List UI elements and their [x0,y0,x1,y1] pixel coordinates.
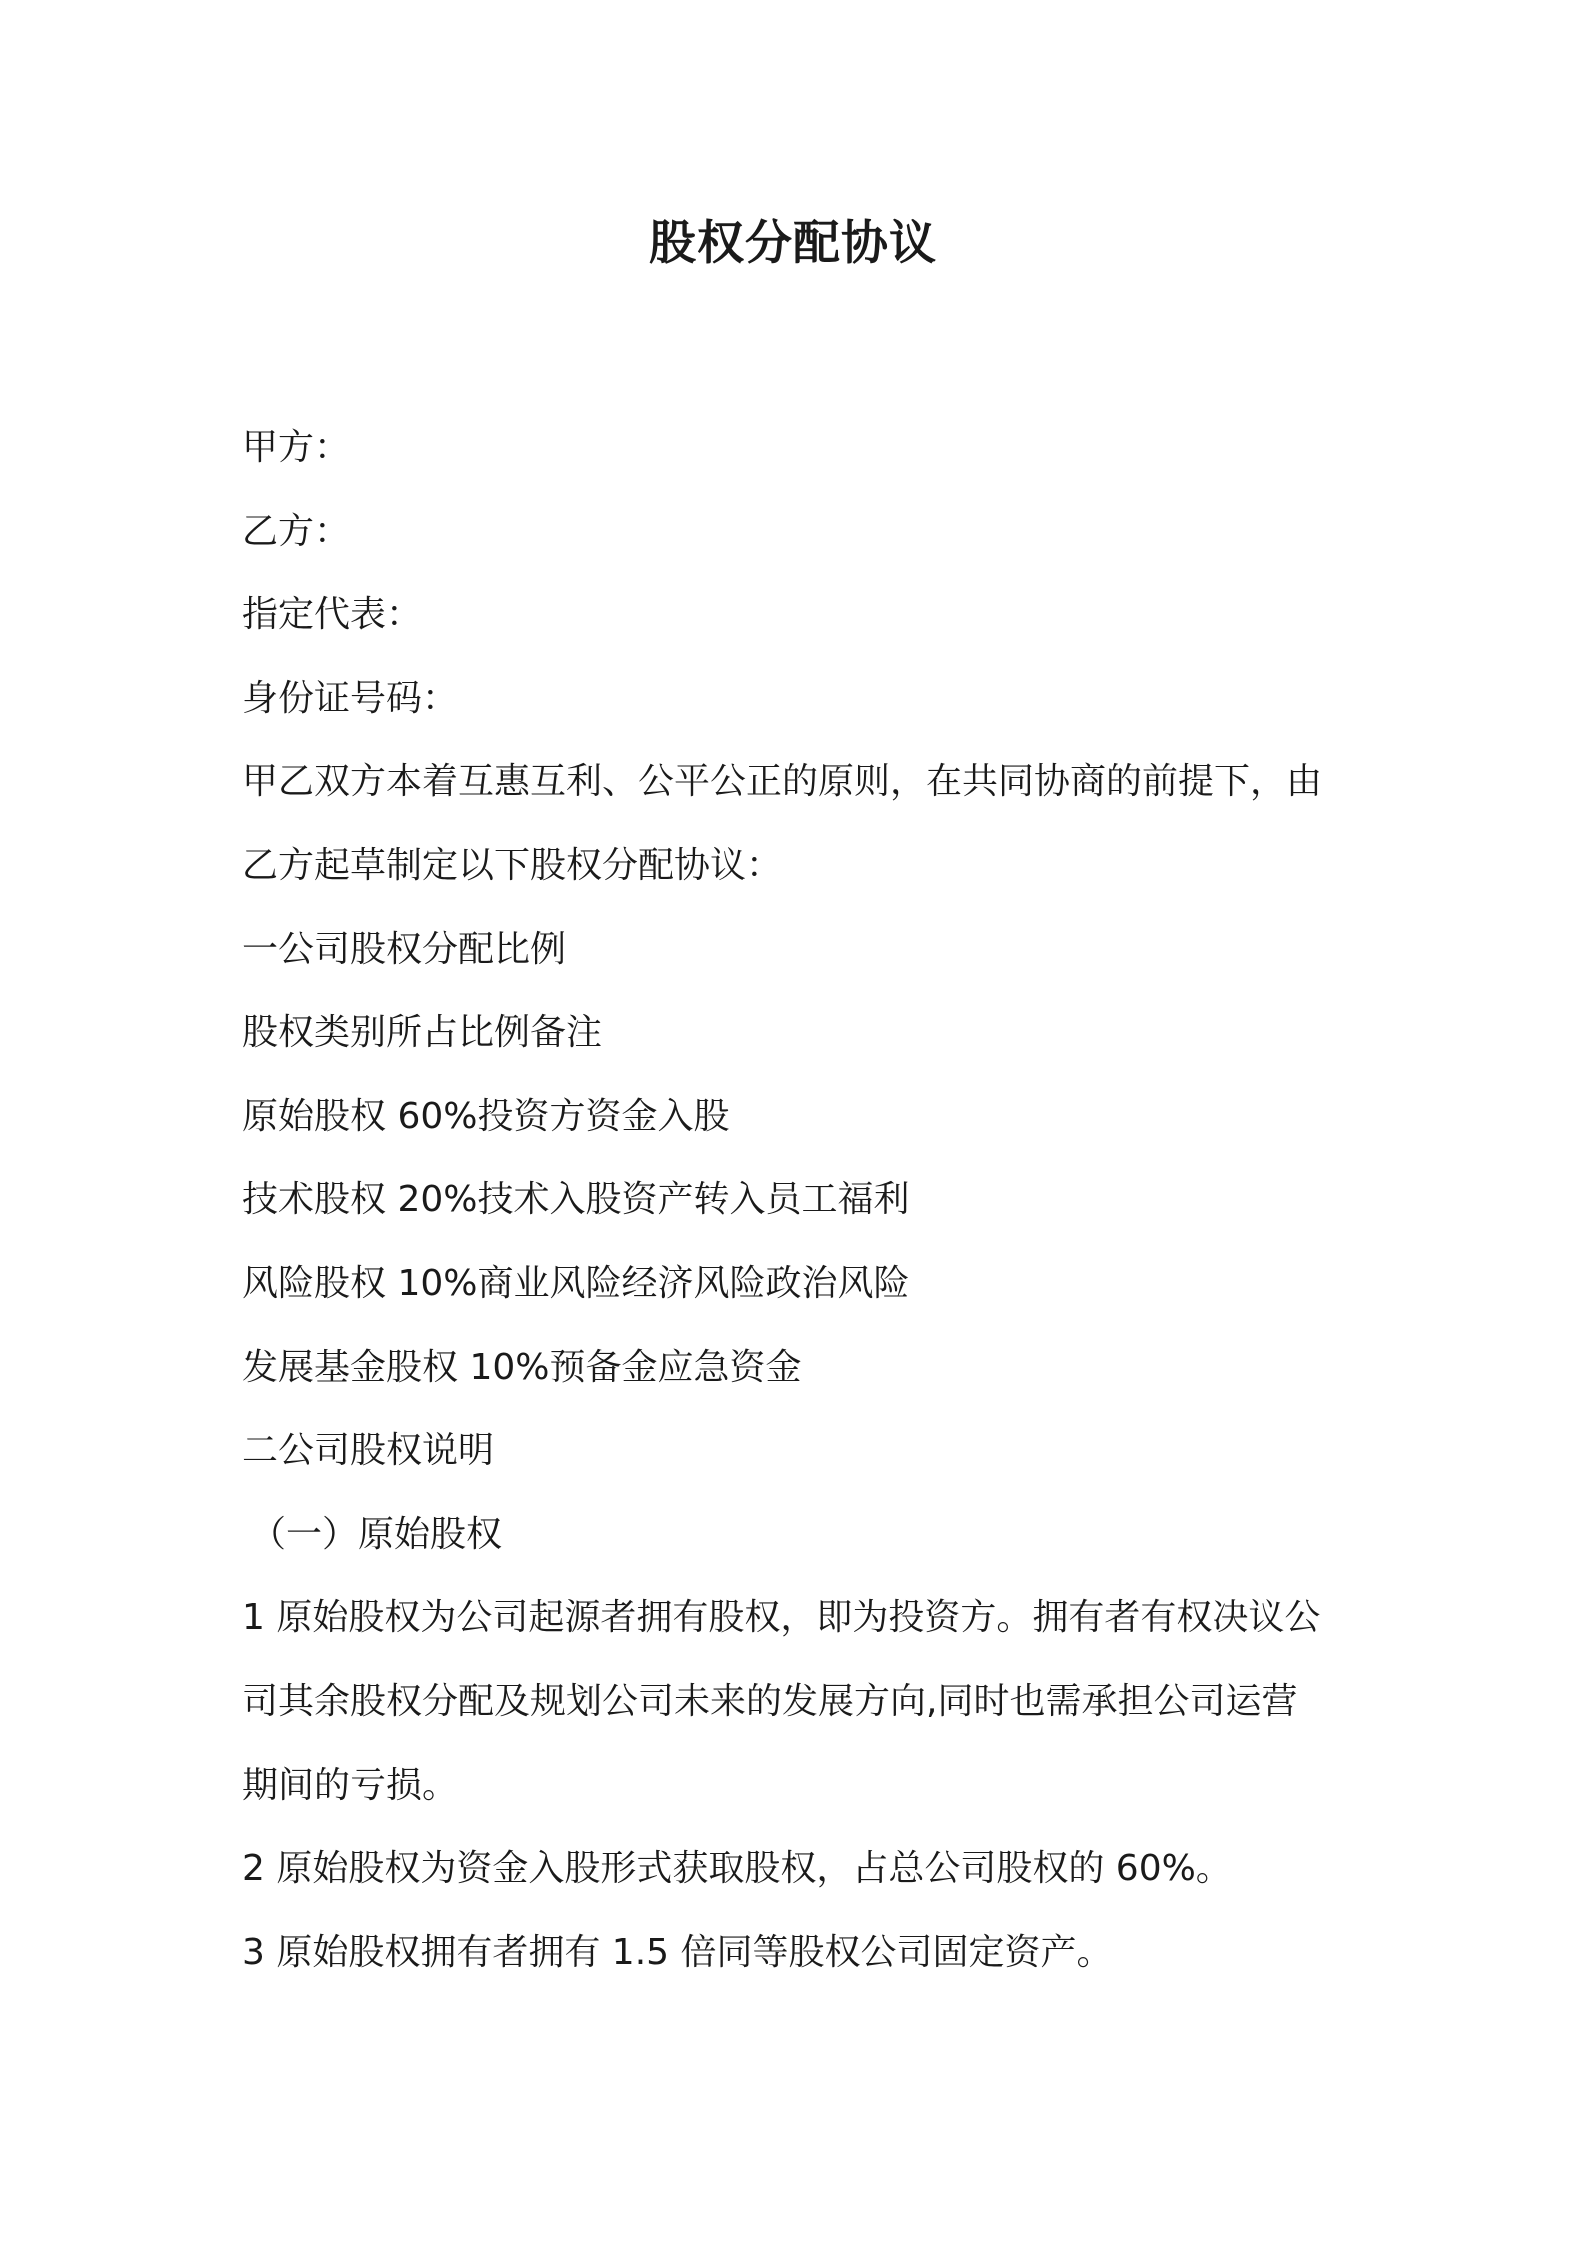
equity-row-technical: 技术股权 20%技术入股资产转入员工福利 [242,1179,910,1221]
document-body [242,406,1362,1994]
section-heading-1: 一公司股权分配比例 [242,928,567,970]
id-number-line: 身份证号码： [242,677,459,719]
clause-1-line-3: 期间的亏损。 [242,1764,459,1806]
clause-2: 2 原始股权为资金入股形式获取股权，占总公司股权的 60%。 [242,1848,1232,1890]
equity-row-development-fund: 发展基金股权 10%预备金应急资金 [242,1346,802,1388]
preamble-line-2: 乙方起草制定以下股权分配协议： [242,844,783,886]
section-heading-2: 二公司股权说明 [242,1430,495,1472]
subsection-heading-1: （一）原始股权 [250,1513,503,1555]
party-b-line: 乙方： [242,510,351,552]
clause-3: 3 原始股权拥有者拥有 1.5 倍同等股权公司固定资产。 [242,1931,1113,1973]
designated-representative-line: 指定代表： [242,594,423,636]
equity-row-original: 原始股权 60%投资方资金入股 [242,1095,730,1137]
equity-table-header: 股权类别所占比例备注 [242,1012,603,1054]
party-a-line: 甲方： [242,427,351,468]
document-title: 股权分配协议 [649,216,937,271]
clause-1-line-2: 司其余股权分配及规划公司未来的发展方向,同时也需承担公司运营 [242,1680,1298,1722]
preamble-line-1: 甲乙双方本着互惠互利、公平公正的原则，在共同协商的前提下，由 [242,761,1323,803]
clause-1-line-1: 1 原始股权为公司起源者拥有股权，即为投资方。拥有者有权决议公 [242,1597,1321,1639]
equity-row-risk: 风险股权 10%商业风险经济风险政治风险 [242,1262,910,1304]
